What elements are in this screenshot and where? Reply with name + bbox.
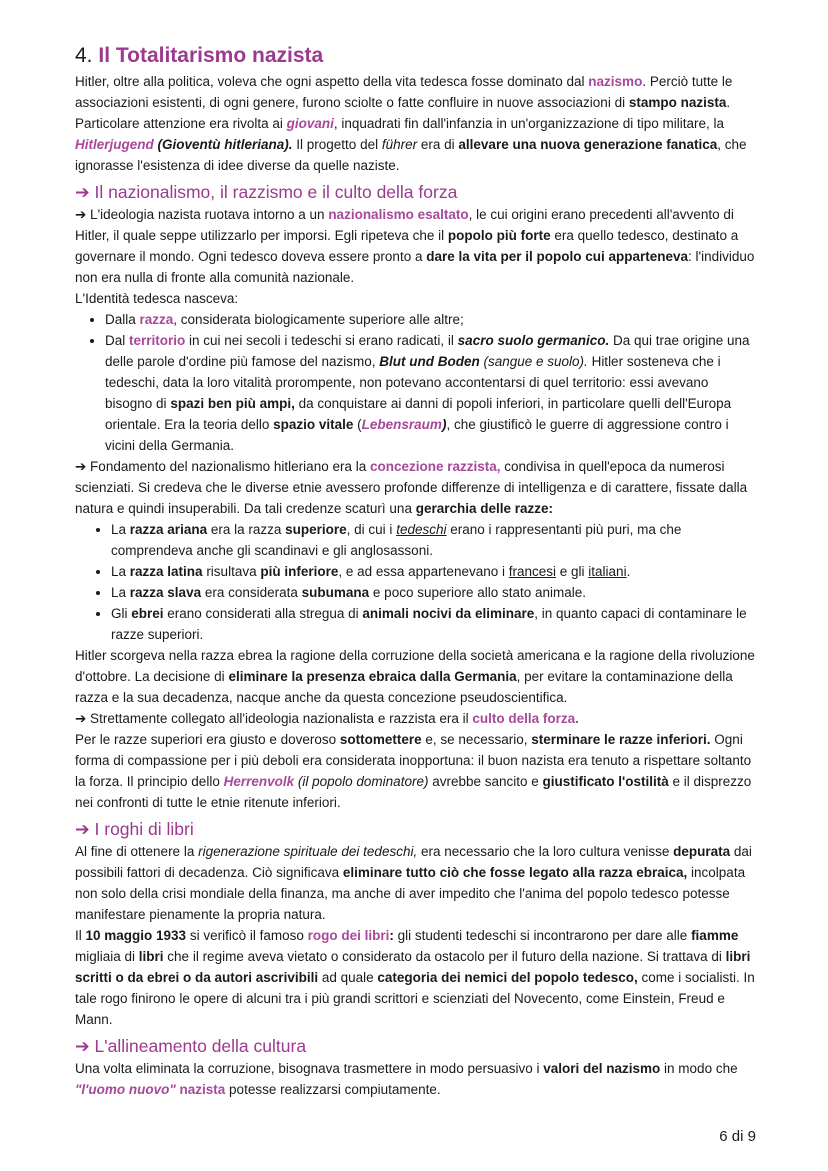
- race-hierarchy-list: [75, 519, 755, 645]
- paragraph-ebrei: [75, 645, 755, 708]
- bold-text: razza latina: [129, 564, 203, 579]
- bold-text: eliminare la presenza ebraica dalla Germania: [228, 669, 517, 684]
- list-item: [111, 603, 755, 645]
- list-item: [105, 309, 755, 330]
- bold-text: animali nocivi da eliminare: [362, 606, 535, 621]
- bold-text: libri scritti o da ebrei o da autori ascrivibili: [75, 949, 751, 985]
- paragraph-allineamento: [75, 1058, 755, 1100]
- text: era la razza: [207, 522, 286, 537]
- text: erano i rappresentanti più puri, ma che comprendeva anche gli scandinavi e gli anglosassoni.: [111, 522, 682, 558]
- bold-text: giustificato l'ostilità: [542, 774, 669, 789]
- text: avrebbe sancito e: [428, 774, 543, 789]
- text: Dal: [105, 333, 130, 348]
- underlined-text: italiani: [588, 564, 627, 579]
- text: ➔ Strettamente collegato all'ideologia nazionalista e razzista era il: [75, 711, 473, 726]
- list-item: [111, 519, 755, 561]
- text: e, se necessario,: [421, 732, 532, 747]
- text: . Perciò tutte le associazioni esistenti, di ogni genere, furono sciolte o fatte confluire in nuove associazioni di: [75, 74, 733, 110]
- paragraph-razzismo: [75, 456, 755, 519]
- list-item: [111, 561, 755, 582]
- text: , e ad essa appartenevano i: [338, 564, 509, 579]
- text: La: [111, 585, 130, 600]
- paragraph-identita: L'Identità tedesca nasceva:: [75, 291, 239, 306]
- section-number: 4.: [75, 44, 93, 67]
- underlined-text: tedeschi: [396, 522, 447, 537]
- bold-text: sterminare le razze inferiori.: [531, 732, 711, 747]
- text: La: [111, 564, 130, 579]
- highlight: nazista: [179, 1082, 226, 1097]
- bold-text: :: [389, 928, 394, 943]
- highlight: territorio: [129, 333, 186, 348]
- bold-text: superiore: [285, 522, 347, 537]
- italic-text: (sangue e suolo).: [479, 354, 588, 369]
- list-item: [105, 330, 755, 456]
- text: era di: [417, 137, 459, 152]
- bold-text: 10 maggio 1933: [85, 928, 187, 943]
- text: in cui nei secoli i tedeschi si erano radicati, il: [185, 333, 458, 348]
- highlight: Herrenvolk: [223, 774, 295, 789]
- section-title-text: Il Totalitarismo nazista: [98, 44, 324, 67]
- text: Il: [75, 928, 86, 943]
- text: Hitler, oltre alla politica, voleva che ogni aspetto della vita tedesca fosse dominato dal: [75, 74, 589, 89]
- highlight: nazismo: [588, 74, 643, 89]
- highlight: concezione razzista,: [369, 459, 501, 474]
- highlight: Lebensraum: [361, 417, 442, 432]
- italic-text: (il popolo dominatore): [294, 774, 429, 789]
- bold-text: valori del nazismo: [543, 1061, 661, 1076]
- text: potesse realizzarsi compiutamente.: [225, 1082, 441, 1097]
- bold-text: depurata: [673, 844, 731, 859]
- identity-list: [75, 309, 755, 456]
- text: Al fine di ottenere la: [75, 844, 199, 859]
- list-item: [111, 582, 755, 603]
- text: migliaia di: [75, 949, 139, 964]
- text: in modo che: [660, 1061, 738, 1076]
- bold-text: eliminare tutto ciò che fosse legato alla razza ebraica,: [342, 865, 688, 880]
- underlined-text: francesi: [508, 564, 557, 579]
- bold-text: popolo più forte: [447, 228, 551, 243]
- bold-text: sottomettere: [339, 732, 422, 747]
- bold-text: allevare una nuova generazione fanatica: [458, 137, 718, 152]
- italic-text: führer: [381, 137, 418, 152]
- highlight: Hitlerjugend: [75, 137, 154, 152]
- bold-text: più inferiore: [260, 564, 339, 579]
- text: La: [111, 522, 130, 537]
- text: , che giustificò le guerre di aggressione contro i vicini della Germania.: [105, 417, 729, 453]
- text: , in quanto capaci di contaminare le razze superiori.: [111, 606, 747, 642]
- text: erano considerati alla stregua di: [163, 606, 363, 621]
- text: condivisa in quell'epoca da numerosi scienziati. Si credeva che le diverse etnie avessero profonde differenze di intelligenza e di carattere, fissate dalla natura e quindi insuperabili. Da tali credenze scaturì una: [75, 459, 748, 516]
- highlight: rogo dei libri: [307, 928, 390, 943]
- bold-text: spazi ben più ampi,: [170, 396, 295, 411]
- text: Il progetto del: [292, 137, 382, 152]
- bold-text: libri: [138, 949, 164, 964]
- text: che il regime aveva vietato o considerato da ostacolo per il futuro della nazione. Si trattava di: [163, 949, 726, 964]
- bold-text: spazio vitale: [273, 417, 354, 432]
- text: era quello tedesco, destinato a governare il mondo. Ogni tedesco doveva essere pronto a: [75, 228, 739, 264]
- highlight: culto della forza.: [472, 711, 579, 726]
- bold-text: razza ariana: [129, 522, 208, 537]
- text: Ogni forma di compassione per i più deboli era considerata inopportuna: il buon nazista era tenuto a rispettare soltanto la forza. Il principio dello: [75, 732, 752, 789]
- paragraph-razze-superiori: [75, 729, 755, 813]
- bold-text: stampo nazista: [628, 95, 727, 110]
- text: , le cui origini erano precedenti all'avvento di Hitler, il quale seppe utilizzarlo per imporsi. Egli ripeteva che il: [75, 207, 734, 243]
- text: , per evitare la contaminazione della razza e la sua decadenza, nacque anche da questa concezione pseudoscientifica.: [75, 669, 733, 705]
- text: era necessario che la loro cultura venisse: [417, 844, 674, 859]
- text: : l'individuo non era nulla di fronte alla comunità nazionale.: [75, 249, 755, 285]
- text: risultava: [202, 564, 261, 579]
- text: Per le razze superiori era giusto e doveroso: [75, 732, 340, 747]
- highlight: "l'uomo nuovo": [75, 1082, 176, 1097]
- text: era considerata: [201, 585, 302, 600]
- text: Gli: [111, 606, 132, 621]
- bold-text: fiamme: [691, 928, 739, 943]
- text: Hitler scorgeva nella razza ebrea la ragione della corruzione della società americana e la ragione della rivoluzione d'ottobre. La decisione di: [75, 648, 755, 684]
- text: e il disprezzo nei confronti di tutte le etnie ritenute inferiori.: [75, 774, 752, 810]
- text: e gli: [556, 564, 589, 579]
- bold-text: ebrei: [131, 606, 164, 621]
- text: e poco superiore allo stato animale.: [369, 585, 587, 600]
- text: (: [353, 417, 362, 432]
- paragraph-rigenerazione: [75, 841, 755, 925]
- highlight: razza: [139, 312, 174, 327]
- paragraph-culto-forza: [75, 708, 755, 729]
- highlight: nazionalismo esaltato: [328, 207, 469, 222]
- subheading-allineamento: ➔ L'allineamento della cultura: [75, 1036, 307, 1056]
- text: gli studenti tedeschi si incontrarono per dare alle: [393, 928, 692, 943]
- text: si verificò il famoso: [186, 928, 308, 943]
- bold-italic-text: sacro suolo germanico.: [457, 333, 610, 348]
- text: , considerata biologicamente superiore alle altre;: [173, 312, 464, 327]
- text: .: [626, 564, 631, 579]
- paragraph-rogo-libri: [75, 925, 755, 1030]
- text: dai possibili fattori di decadenza. Ciò significava: [75, 844, 752, 880]
- text: , inquadrati fin dall'infanzia in un'organizzazione di tipo militare, la: [333, 116, 725, 131]
- text: , di cui i: [346, 522, 397, 537]
- paragraph-intro: [75, 71, 755, 176]
- text: Dalla: [105, 312, 140, 327]
- page-number: 6 di 9: [719, 1128, 756, 1145]
- bold-italic-text: ): [441, 417, 447, 432]
- text: da conquistare ai danni di popoli inferiori, in particolare quelli dell'Europa orientale. Era la teoria dello: [105, 396, 732, 432]
- text: ➔ L'ideologia nazista ruotava intorno a un: [75, 207, 329, 222]
- bold-text: categoria dei nemici del popolo tedesco,: [377, 970, 638, 985]
- text: ➔ Fondamento del nazionalismo hitleriano era la: [75, 459, 370, 474]
- text: Da qui trae origine una delle parole d'ordine più famose del nazismo,: [105, 333, 750, 369]
- subheading-nazionalismo: ➔ Il nazionalismo, il razzismo e il culto della forza: [75, 182, 458, 202]
- italic-text: rigenerazione spirituale dei tedeschi,: [198, 844, 418, 859]
- text: , che ignorasse l'esistenza di idee diverse da quelle naziste.: [75, 137, 747, 173]
- bold-text: dare la vita per il popolo cui apparteneva: [426, 249, 689, 264]
- section-title: [75, 42, 755, 70]
- bold-text: subumana: [301, 585, 370, 600]
- document-page: [75, 42, 755, 1100]
- text: Una volta eliminata la corruzione, bisognava trasmettere in modo persuasivo i: [75, 1061, 544, 1076]
- bold-text: razza slava: [129, 585, 202, 600]
- text: Hitler sosteneva che i tedeschi, data la loro vitalità prorompente, non potevano accontentarsi di quel territorio: essi avevano bisogno di: [105, 354, 721, 411]
- bold-italic-text: (Gioventù hitleriana).: [153, 137, 293, 152]
- paragraph-nazionalismo: [75, 204, 755, 288]
- text: come i socialisti. In tale rogo finirono le opere di alcuni tra i più grandi scrittori e scienziati del Novecento, come Einstein, Freud e Mann.: [75, 970, 755, 1027]
- bold-text: gerarchia delle razze:: [415, 501, 554, 516]
- text: ad quale: [318, 970, 378, 985]
- text: incolpata non solo della crisi mondiale della finanza, ma anche di aver impedito che l'anima del popolo tedesco potesse manifestare pienamente la propria natura.: [75, 865, 746, 922]
- highlight: giovani: [286, 116, 334, 131]
- bold-italic-text: Blut und Boden: [379, 354, 480, 369]
- subheading-roghi: ➔ I roghi di libri: [75, 819, 194, 839]
- text: . Particolare attenzione era rivolta ai: [75, 95, 731, 131]
